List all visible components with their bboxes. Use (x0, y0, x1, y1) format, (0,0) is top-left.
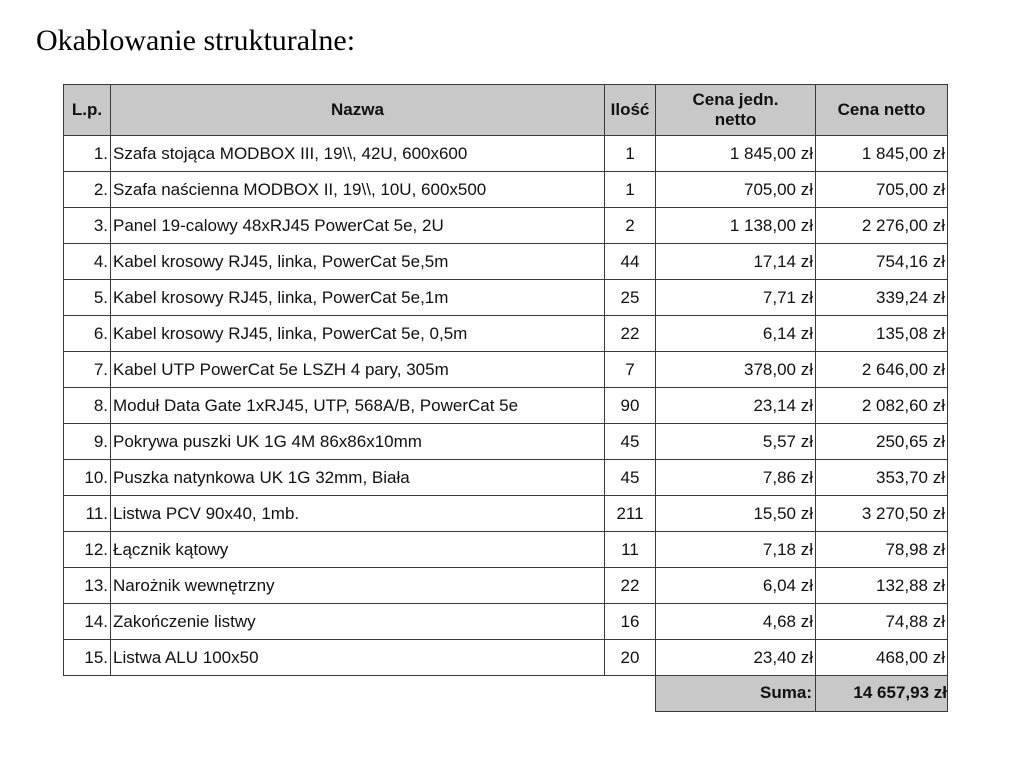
cell-unit-price: 6,04 zł (656, 568, 816, 604)
cell-lp: 5. (64, 280, 111, 316)
table-row (64, 424, 948, 460)
cell-lp: 9. (64, 424, 111, 460)
cell-lp: 7. (64, 352, 111, 388)
cell-net-price: 78,98 zł (816, 532, 948, 568)
cell-name: Kabel krosowy RJ45, linka, PowerCat 5e,1m (111, 280, 605, 316)
cell-lp: 12. (64, 532, 111, 568)
cell-qty: 25 (605, 280, 656, 316)
table-row (64, 280, 948, 316)
cell-lp: 8. (64, 388, 111, 424)
cell-unit-price: 23,14 zł (656, 388, 816, 424)
cell-net-price: 3 270,50 zł (816, 496, 948, 532)
header-unit-price (656, 85, 816, 136)
cell-unit-price: 17,14 zł (656, 244, 816, 280)
cell-name: Kabel krosowy RJ45, linka, PowerCat 5e,5m (111, 244, 605, 280)
table-row (64, 496, 948, 532)
cell-net-price: 74,88 zł (816, 604, 948, 640)
cell-qty: 44 (605, 244, 656, 280)
cell-net-price: 132,88 zł (816, 568, 948, 604)
cell-lp: 15. (64, 640, 111, 676)
cell-lp: 6. (64, 316, 111, 352)
table-row (64, 172, 948, 208)
table-body (64, 136, 948, 712)
cell-net-price: 250,65 zł (816, 424, 948, 460)
header-net-price: Cena netto (816, 85, 948, 136)
sum-label: Suma: (656, 676, 816, 712)
cell-name: Panel 19-calowy 48xRJ45 PowerCat 5e, 2U (111, 208, 605, 244)
cell-qty: 16 (605, 604, 656, 640)
sum-spacer (64, 676, 656, 712)
cell-lp: 1. (64, 136, 111, 172)
cell-unit-price: 7,18 zł (656, 532, 816, 568)
cell-net-price: 2 276,00 zł (816, 208, 948, 244)
cell-net-price: 2 082,60 zł (816, 388, 948, 424)
cell-name: Zakończenie listwy (111, 604, 605, 640)
cell-qty: 22 (605, 316, 656, 352)
cell-lp: 11. (64, 496, 111, 532)
cell-lp: 10. (64, 460, 111, 496)
cell-unit-price: 7,71 zł (656, 280, 816, 316)
cell-net-price: 754,16 zł (816, 244, 948, 280)
cell-lp: 4. (64, 244, 111, 280)
slide-title: Okablowanie strukturalne: (36, 24, 356, 57)
cell-unit-price: 7,86 zł (656, 460, 816, 496)
header-qty: Ilość (605, 85, 656, 136)
cell-qty: 211 (605, 496, 656, 532)
cell-qty: 11 (605, 532, 656, 568)
cell-name: Szafa naścienna MODBOX II, 19\\, 10U, 600x500 (111, 172, 605, 208)
cell-name: Kabel krosowy RJ45, linka, PowerCat 5e, 0,5m (111, 316, 605, 352)
table-row (64, 568, 948, 604)
cell-lp: 2. (64, 172, 111, 208)
cell-net-price: 339,24 zł (816, 280, 948, 316)
cell-unit-price: 1 138,00 zł (656, 208, 816, 244)
table-row (64, 136, 948, 172)
cell-name: Szafa stojąca MODBOX III, 19\\, 42U, 600x600 (111, 136, 605, 172)
cell-lp: 3. (64, 208, 111, 244)
price-table (63, 84, 948, 712)
cell-qty: 20 (605, 640, 656, 676)
table-row (64, 208, 948, 244)
cell-unit-price: 378,00 zł (656, 352, 816, 388)
cell-net-price: 2 646,00 zł (816, 352, 948, 388)
header-name: Nazwa (111, 85, 605, 136)
cell-qty: 7 (605, 352, 656, 388)
cell-unit-price: 4,68 zł (656, 604, 816, 640)
table-row (64, 604, 948, 640)
cell-lp: 14. (64, 604, 111, 640)
cell-net-price: 705,00 zł (816, 172, 948, 208)
cell-unit-price: 23,40 zł (656, 640, 816, 676)
cell-name: Kabel UTP PowerCat 5e LSZH 4 pary, 305m (111, 352, 605, 388)
cell-qty: 45 (605, 424, 656, 460)
cell-qty: 1 (605, 172, 656, 208)
table-row (64, 532, 948, 568)
sum-value: 14 657,93 zł (816, 676, 948, 712)
cell-net-price: 353,70 zł (816, 460, 948, 496)
table-row (64, 352, 948, 388)
cell-lp: 13. (64, 568, 111, 604)
cell-unit-price: 705,00 zł (656, 172, 816, 208)
cell-net-price: 135,08 zł (816, 316, 948, 352)
sum-row (64, 676, 948, 712)
cell-qty: 1 (605, 136, 656, 172)
table-row (64, 316, 948, 352)
table-header-row (64, 85, 948, 136)
cell-unit-price: 1 845,00 zł (656, 136, 816, 172)
cell-unit-price: 5,57 zł (656, 424, 816, 460)
cell-name: Łącznik kątowy (111, 532, 605, 568)
cell-unit-price: 15,50 zł (656, 496, 816, 532)
cell-qty: 45 (605, 460, 656, 496)
table-row (64, 388, 948, 424)
cell-qty: 22 (605, 568, 656, 604)
header-unit-price-label: Cena jedn. netto (692, 90, 779, 129)
table-row (64, 460, 948, 496)
cell-unit-price: 6,14 zł (656, 316, 816, 352)
cell-name: Pokrywa puszki UK 1G 4M 86x86x10mm (111, 424, 605, 460)
cell-net-price: 468,00 zł (816, 640, 948, 676)
cell-name: Puszka natynkowa UK 1G 32mm, Biała (111, 460, 605, 496)
cell-net-price: 1 845,00 zł (816, 136, 948, 172)
cell-qty: 90 (605, 388, 656, 424)
cell-name: Listwa PCV 90x40, 1mb. (111, 496, 605, 532)
cell-name: Moduł Data Gate 1xRJ45, UTP, 568A/B, PowerCat 5e (111, 388, 605, 424)
table-row (64, 244, 948, 280)
table-row (64, 640, 948, 676)
header-lp: L.p. (64, 85, 111, 136)
cell-name: Narożnik wewnętrzny (111, 568, 605, 604)
cell-name: Listwa ALU 100x50 (111, 640, 605, 676)
cell-qty: 2 (605, 208, 656, 244)
